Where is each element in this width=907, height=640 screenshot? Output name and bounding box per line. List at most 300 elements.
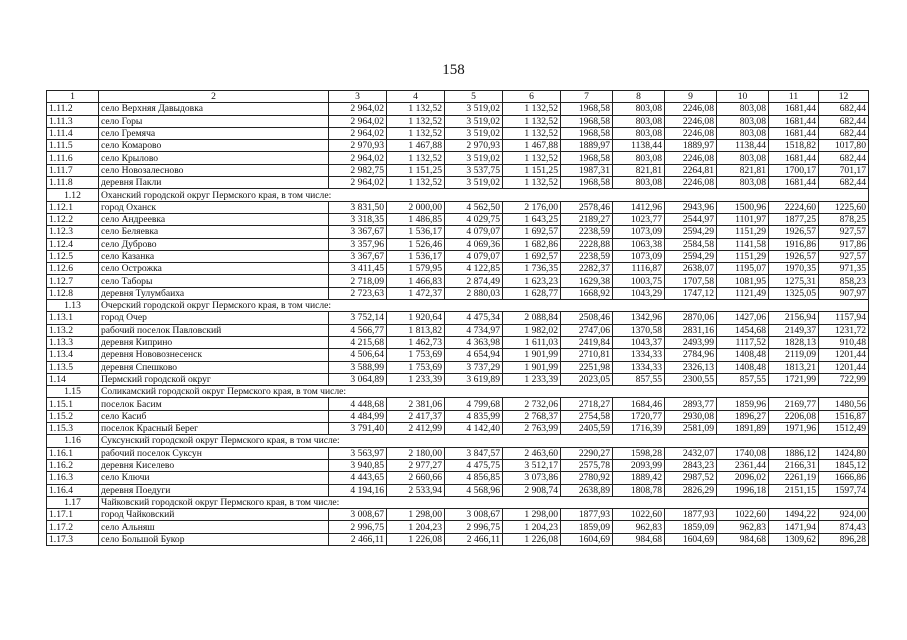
cell-value: 1500,96	[717, 201, 769, 213]
cell-value: 3 008,67	[445, 509, 503, 521]
cell-value: 821,81	[613, 164, 665, 176]
section-row	[47, 189, 869, 201]
row-code: 1.13.3	[47, 336, 99, 348]
cell-value: 1512,49	[819, 423, 869, 435]
column-header: 9	[665, 91, 717, 103]
cell-value: 1 226,08	[387, 533, 445, 545]
row-name: село Большой Букор	[99, 533, 329, 545]
cell-value: 2747,06	[561, 324, 613, 336]
row-code: 1.12.7	[47, 275, 99, 287]
row-code: 1.17.2	[47, 521, 99, 533]
cell-value: 3 791,40	[329, 423, 387, 435]
cell-value: 1275,31	[769, 275, 819, 287]
row-code: 1.13	[47, 300, 99, 312]
cell-value: 2493,99	[665, 336, 717, 348]
cell-value: 1231,72	[819, 324, 869, 336]
cell-value: 1225,60	[819, 201, 869, 213]
row-code: 1.12	[47, 189, 99, 201]
cell-value: 1 536,17	[387, 226, 445, 238]
cell-value: 2 970,93	[329, 140, 387, 152]
column-header: 5	[445, 91, 503, 103]
row-code: 1.12.2	[47, 213, 99, 225]
cell-value: 1 132,52	[503, 152, 561, 164]
cell-value: 1195,07	[717, 263, 769, 275]
cell-value: 803,08	[717, 177, 769, 189]
cell-value: 2 732,06	[503, 398, 561, 410]
row-name: поселок Красный Берег	[99, 423, 329, 435]
cell-value: 3 367,67	[329, 250, 387, 262]
row-name: деревня Тулумбаиха	[99, 287, 329, 299]
cell-value: 3 831,50	[329, 201, 387, 213]
row-name: село Касиб	[99, 410, 329, 422]
row-name: село Таборы	[99, 275, 329, 287]
cell-value: 4 475,34	[445, 312, 503, 324]
cell-value: 1471,94	[769, 521, 819, 533]
table-row	[47, 509, 869, 521]
cell-value: 1926,57	[769, 226, 819, 238]
cell-value: 2 463,60	[503, 447, 561, 459]
section-row	[47, 300, 869, 312]
cell-value: 1891,89	[717, 423, 769, 435]
cell-value: 2870,06	[665, 312, 717, 324]
cell-value: 1201,44	[819, 349, 869, 361]
cell-value: 1017,80	[819, 140, 869, 152]
cell-value: 1138,44	[613, 140, 665, 152]
row-name: село Горы	[99, 115, 329, 127]
row-code: 1.11.2	[47, 103, 99, 115]
cell-value: 4 443,65	[329, 472, 387, 484]
cell-value: 4 734,97	[445, 324, 503, 336]
cell-value: 1 467,88	[387, 140, 445, 152]
cell-value: 2432,07	[665, 447, 717, 459]
cell-value: 1987,31	[561, 164, 613, 176]
cell-value: 1877,93	[665, 509, 717, 521]
cell-value: 1121,49	[717, 287, 769, 299]
table-row	[47, 447, 869, 459]
cell-value: 924,00	[819, 509, 869, 521]
cell-value: 1201,44	[819, 361, 869, 373]
cell-value: 1518,82	[769, 140, 819, 152]
cell-value: 1996,18	[717, 484, 769, 496]
section-row	[47, 435, 869, 447]
cell-value: 2826,29	[665, 484, 717, 496]
cell-value: 1 132,52	[387, 177, 445, 189]
cell-value: 2096,02	[717, 472, 769, 484]
table-row	[47, 349, 869, 361]
cell-value: 701,17	[819, 164, 869, 176]
cell-value: 1022,60	[613, 509, 665, 521]
cell-value: 4 363,98	[445, 336, 503, 348]
row-name: село Дуброво	[99, 238, 329, 250]
row-code: 1.13.2	[47, 324, 99, 336]
cell-value: 4 799,68	[445, 398, 503, 410]
cell-value: 2224,60	[769, 201, 819, 213]
cell-value: 2581,09	[665, 423, 717, 435]
cell-value: 4 562,50	[445, 201, 503, 213]
cell-value: 3 519,02	[445, 152, 503, 164]
page-number: 158	[442, 62, 465, 78]
cell-value: 2 466,11	[329, 533, 387, 545]
table-row	[47, 263, 869, 275]
table-row	[47, 373, 869, 385]
cell-value: 722,99	[819, 373, 869, 385]
cell-value: 2 768,37	[503, 410, 561, 422]
cell-value: 2 000,00	[387, 201, 445, 213]
cell-value: 1 753,69	[387, 361, 445, 373]
cell-value: 1889,97	[665, 140, 717, 152]
cell-value: 1666,86	[819, 472, 869, 484]
row-name: село Верхняя Давыдовка	[99, 103, 329, 115]
cell-value: 1721,99	[769, 373, 819, 385]
cell-value: 1022,60	[717, 509, 769, 521]
cell-value: 1 132,52	[387, 127, 445, 139]
cell-value: 4 475,75	[445, 459, 503, 471]
cell-value: 4 029,75	[445, 213, 503, 225]
cell-value: 2710,81	[561, 349, 613, 361]
cell-value: 1 920,64	[387, 312, 445, 324]
cell-value: 1 623,23	[503, 275, 561, 287]
cell-value: 2 723,63	[329, 287, 387, 299]
cell-value: 1681,44	[769, 152, 819, 164]
cell-value: 984,68	[613, 533, 665, 545]
cell-value: 2419,84	[561, 336, 613, 348]
cell-value: 1808,78	[613, 484, 665, 496]
cell-value: 1 132,52	[387, 103, 445, 115]
cell-value: 2584,58	[665, 238, 717, 250]
cell-value: 1877,25	[769, 213, 819, 225]
table-row	[47, 275, 869, 287]
table-body	[47, 91, 869, 546]
cell-value: 1 486,85	[387, 213, 445, 225]
cell-value: 2290,27	[561, 447, 613, 459]
cell-value: 1480,56	[819, 398, 869, 410]
cell-value: 927,57	[819, 250, 869, 262]
cell-value: 1 628,77	[503, 287, 561, 299]
cell-value: 3 588,99	[329, 361, 387, 373]
row-code: 1.17.3	[47, 533, 99, 545]
table-row	[47, 238, 869, 250]
cell-value: 1597,74	[819, 484, 869, 496]
cell-value: 1 298,00	[503, 509, 561, 521]
cell-value: 1151,29	[717, 226, 769, 238]
cell-value: 1877,93	[561, 509, 613, 521]
row-name: город Чайковский	[99, 509, 329, 521]
cell-value: 2361,44	[717, 459, 769, 471]
cell-value: 2578,46	[561, 201, 613, 213]
cell-value: 803,08	[717, 103, 769, 115]
row-code: 1.16	[47, 435, 99, 447]
table-row	[47, 287, 869, 299]
cell-value: 917,86	[819, 238, 869, 250]
cell-value: 3 064,89	[329, 373, 387, 385]
cell-value: 2843,23	[665, 459, 717, 471]
cell-value: 2 964,02	[329, 115, 387, 127]
cell-value: 2282,37	[561, 263, 613, 275]
row-code: 1.12.3	[47, 226, 99, 238]
cell-value: 4 484,99	[329, 410, 387, 422]
row-name: Пермский городской округ	[99, 373, 329, 385]
cell-value: 857,55	[613, 373, 665, 385]
cell-value: 1309,62	[769, 533, 819, 545]
cell-value: 1 462,73	[387, 336, 445, 348]
row-code: 1.17	[47, 496, 99, 508]
cell-value: 1 901,99	[503, 349, 561, 361]
section-row	[47, 496, 869, 508]
column-header: 7	[561, 91, 613, 103]
cell-value: 2544,97	[665, 213, 717, 225]
cell-value: 682,44	[819, 177, 869, 189]
cell-value: 1916,86	[769, 238, 819, 250]
cell-value: 1 526,46	[387, 238, 445, 250]
cell-value: 2023,05	[561, 373, 613, 385]
cell-value: 2 417,37	[387, 410, 445, 422]
cell-value: 2228,88	[561, 238, 613, 250]
row-code: 1.12.1	[47, 201, 99, 213]
column-header: 6	[503, 91, 561, 103]
cell-value: 1 204,23	[387, 521, 445, 533]
row-code: 1.14	[47, 373, 99, 385]
cell-value: 4 568,96	[445, 484, 503, 496]
cell-value: 1889,42	[613, 472, 665, 484]
cell-value: 2831,16	[665, 324, 717, 336]
cell-value: 858,23	[819, 275, 869, 287]
cell-value: 1 204,23	[503, 521, 561, 533]
row-code: 1.11.4	[47, 127, 99, 139]
cell-value: 3 537,75	[445, 164, 503, 176]
cell-value: 1 132,52	[503, 115, 561, 127]
cell-value: 1889,97	[561, 140, 613, 152]
cell-value: 4 122,85	[445, 263, 503, 275]
table-row	[47, 213, 869, 225]
cell-value: 2119,09	[769, 349, 819, 361]
cell-value: 3 367,67	[329, 226, 387, 238]
cell-value: 1081,95	[717, 275, 769, 287]
cell-value: 2780,92	[561, 472, 613, 484]
row-code: 1.13.4	[47, 349, 99, 361]
cell-value: 1 643,25	[503, 213, 561, 225]
cell-value: 2246,08	[665, 177, 717, 189]
cell-value: 2 964,02	[329, 127, 387, 139]
cell-value: 1681,44	[769, 177, 819, 189]
cell-value: 1716,39	[613, 423, 665, 435]
cell-value: 1629,38	[561, 275, 613, 287]
table-row	[47, 484, 869, 496]
column-header: 3	[329, 91, 387, 103]
cell-value: 2169,77	[769, 398, 819, 410]
cell-value: 1325,05	[769, 287, 819, 299]
cell-value: 1342,96	[613, 312, 665, 324]
cell-value: 1334,33	[613, 349, 665, 361]
row-name: село Андреевка	[99, 213, 329, 225]
cell-value: 4 448,68	[329, 398, 387, 410]
table-row	[47, 410, 869, 422]
cell-value: 2246,08	[665, 103, 717, 115]
row-name: село Острожка	[99, 263, 329, 275]
cell-value: 1427,06	[717, 312, 769, 324]
cell-value: 803,08	[613, 115, 665, 127]
cell-value: 1 132,52	[503, 177, 561, 189]
cell-value: 2893,77	[665, 398, 717, 410]
cell-value: 1 467,88	[503, 140, 561, 152]
cell-value: 2093,99	[613, 459, 665, 471]
row-name: село Новозалесново	[99, 164, 329, 176]
cell-value: 803,08	[613, 127, 665, 139]
table-row	[47, 533, 869, 545]
cell-value: 2251,98	[561, 361, 613, 373]
cell-value: 1043,29	[613, 287, 665, 299]
table-row	[47, 177, 869, 189]
cell-value: 2 660,66	[387, 472, 445, 484]
row-name: село Крылово	[99, 152, 329, 164]
row-code: 1.12.5	[47, 250, 99, 262]
row-name: деревня Пакли	[99, 177, 329, 189]
cell-value: 1845,12	[819, 459, 869, 471]
cell-value: 896,28	[819, 533, 869, 545]
cell-value: 4 194,16	[329, 484, 387, 496]
table-row	[47, 361, 869, 373]
cell-value: 2206,08	[769, 410, 819, 422]
cell-value: 821,81	[717, 164, 769, 176]
cell-value: 1063,38	[613, 238, 665, 250]
cell-value: 1 692,57	[503, 250, 561, 262]
cell-value: 2156,94	[769, 312, 819, 324]
row-code: 1.11.8	[47, 177, 99, 189]
cell-value: 1681,44	[769, 103, 819, 115]
table-row	[47, 324, 869, 336]
row-name: село Казанка	[99, 250, 329, 262]
cell-value: 1141,58	[717, 238, 769, 250]
row-name: деревня Киприно	[99, 336, 329, 348]
table-row	[47, 152, 869, 164]
cell-value: 2784,96	[665, 349, 717, 361]
cell-value: 682,44	[819, 152, 869, 164]
cell-value: 2326,13	[665, 361, 717, 373]
cell-value: 1828,13	[769, 336, 819, 348]
cell-value: 1720,77	[613, 410, 665, 422]
cell-value: 2 970,93	[445, 140, 503, 152]
cell-value: 2300,55	[665, 373, 717, 385]
cell-value: 803,08	[717, 115, 769, 127]
cell-value: 803,08	[613, 177, 665, 189]
cell-value: 1926,57	[769, 250, 819, 262]
cell-value: 2264,81	[665, 164, 717, 176]
cell-value: 3 512,17	[503, 459, 561, 471]
cell-value: 1101,97	[717, 213, 769, 225]
cell-value: 1 753,69	[387, 349, 445, 361]
cell-value: 2 964,02	[329, 177, 387, 189]
cell-value: 803,08	[613, 103, 665, 115]
cell-value: 682,44	[819, 103, 869, 115]
row-code: 1.11.5	[47, 140, 99, 152]
cell-value: 874,43	[819, 521, 869, 533]
cell-value: 4 856,85	[445, 472, 503, 484]
table-row	[47, 398, 869, 410]
cell-value: 3 847,57	[445, 447, 503, 459]
cell-value: 1681,44	[769, 115, 819, 127]
cell-value: 1859,09	[561, 521, 613, 533]
cell-value: 1073,09	[613, 250, 665, 262]
cell-value: 4 654,94	[445, 349, 503, 361]
cell-value: 2238,59	[561, 250, 613, 262]
row-code: 1.15	[47, 386, 99, 398]
cell-value: 3 008,67	[329, 509, 387, 521]
cell-value: 2575,78	[561, 459, 613, 471]
cell-value: 1707,58	[665, 275, 717, 287]
cell-value: 878,25	[819, 213, 869, 225]
cell-value: 1138,44	[717, 140, 769, 152]
row-name: село Комарово	[99, 140, 329, 152]
row-name: село Альняш	[99, 521, 329, 533]
row-code: 1.16.3	[47, 472, 99, 484]
cell-value: 1424,80	[819, 447, 869, 459]
cell-value: 2 088,84	[503, 312, 561, 324]
cell-value: 1334,33	[613, 361, 665, 373]
cell-value: 2 176,00	[503, 201, 561, 213]
cell-value: 2 381,06	[387, 398, 445, 410]
row-name: село Беляевка	[99, 226, 329, 238]
cell-value: 2149,37	[769, 324, 819, 336]
tariff-table	[46, 90, 869, 546]
cell-value: 1 982,02	[503, 324, 561, 336]
cell-value: 1859,96	[717, 398, 769, 410]
cell-value: 1968,58	[561, 103, 613, 115]
column-header: 2	[99, 91, 329, 103]
cell-value: 1 132,52	[387, 115, 445, 127]
cell-value: 2930,08	[665, 410, 717, 422]
cell-value: 1684,46	[613, 398, 665, 410]
cell-value: 1023,77	[613, 213, 665, 225]
table-row	[47, 336, 869, 348]
cell-value: 4 069,36	[445, 238, 503, 250]
column-header: 4	[387, 91, 445, 103]
row-name: Оханский городской округ Пермского края, в том числе:	[99, 189, 869, 201]
cell-value: 1604,69	[561, 533, 613, 545]
cell-value: 2 763,99	[503, 423, 561, 435]
row-code: 1.15.3	[47, 423, 99, 435]
row-code: 1.16.4	[47, 484, 99, 496]
cell-value: 1412,96	[613, 201, 665, 213]
cell-value: 1 692,57	[503, 226, 561, 238]
cell-value: 1 233,39	[503, 373, 561, 385]
cell-value: 1 132,52	[387, 152, 445, 164]
cell-value: 1 536,17	[387, 250, 445, 262]
cell-value: 1516,87	[819, 410, 869, 422]
cell-value: 971,35	[819, 263, 869, 275]
cell-value: 4 142,40	[445, 423, 503, 435]
cell-value: 1 226,08	[503, 533, 561, 545]
cell-value: 3 752,14	[329, 312, 387, 324]
cell-value: 2 412,99	[387, 423, 445, 435]
cell-value: 1747,12	[665, 287, 717, 299]
row-name: Очерский городской округ Пермского края, в том числе:	[99, 300, 869, 312]
cell-value: 1408,48	[717, 361, 769, 373]
cell-value: 1003,75	[613, 275, 665, 287]
cell-value: 2987,52	[665, 472, 717, 484]
cell-value: 2638,89	[561, 484, 613, 496]
cell-value: 1116,87	[613, 263, 665, 275]
cell-value: 3 318,35	[329, 213, 387, 225]
cell-value: 2638,07	[665, 263, 717, 275]
cell-value: 2594,29	[665, 250, 717, 262]
cell-value: 3 519,02	[445, 103, 503, 115]
cell-value: 2166,31	[769, 459, 819, 471]
cell-value: 3 563,97	[329, 447, 387, 459]
cell-value: 2 996,75	[445, 521, 503, 533]
row-name: Суксунский городской округ Пермского края, в том числе:	[99, 435, 869, 447]
cell-value: 803,08	[613, 152, 665, 164]
cell-value: 2 977,27	[387, 459, 445, 471]
row-name: рабочий поселок Павловский	[99, 324, 329, 336]
